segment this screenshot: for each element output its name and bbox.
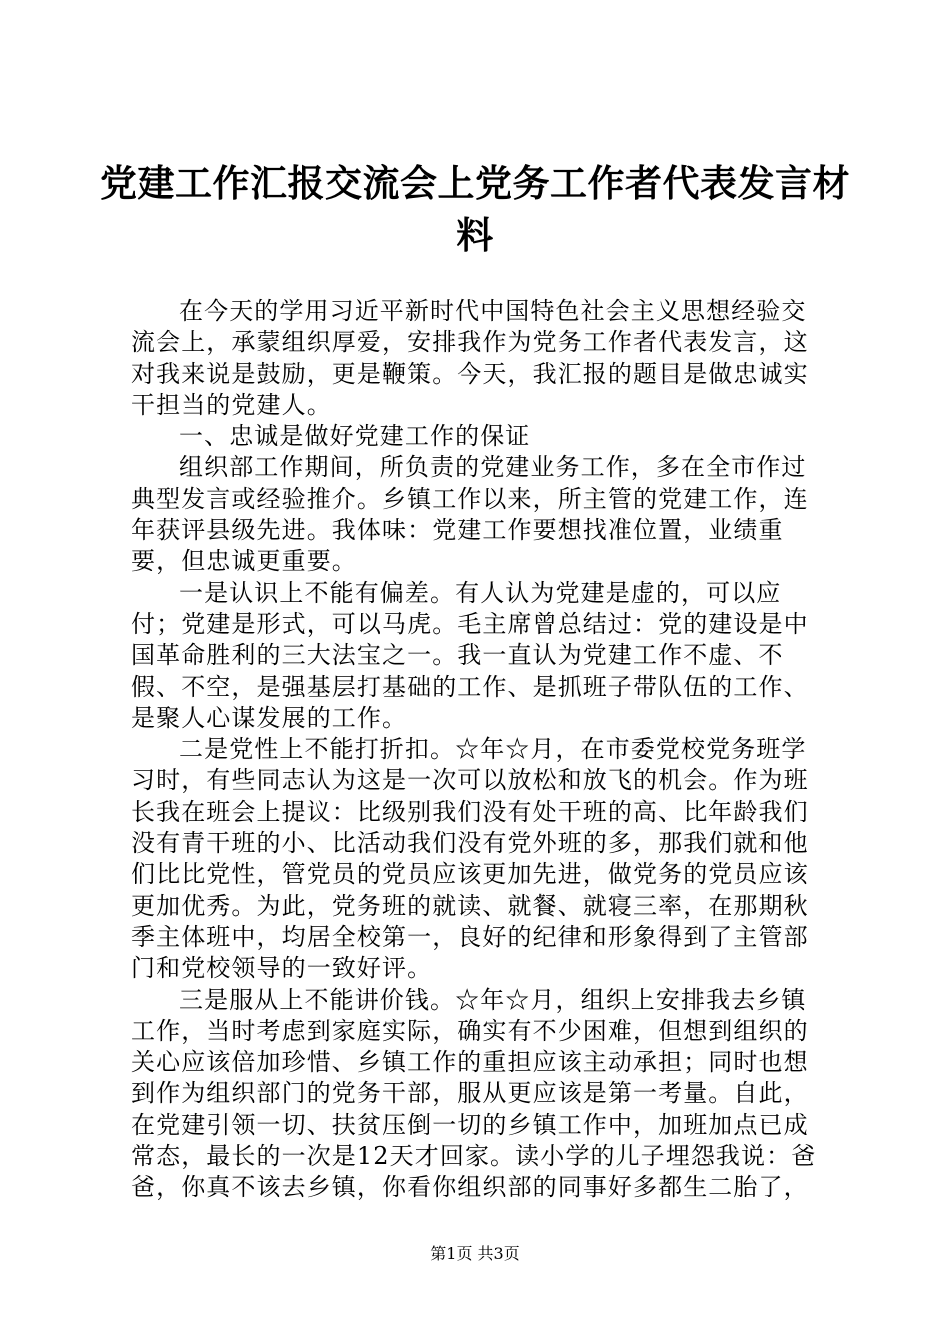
paragraph: 组织部工作期间，所负责的党建业务工作，多在全市作过典型发言或经验推介。乡镇工作以来，所主管的党建工作，连年获评县级先进。我体味：党建工作要想找准位置，业绩重要，但忠诚更重要。 bbox=[131, 453, 809, 576]
paragraph: 二是党性上不能打折扣。☆年☆月，在市委党校党务班学习时，有些同志认为这是一次可以放松和放飞的机会。作为班长我在班会上提议：比级别我们没有处干班的高、比年龄我们没有青干班的小、比活动我们没有党外班的多，那我们就和他们比比党性，管党员的党员应该更加先进，做党务的党员应该更加优秀。为此，党务班的就读、就餐、就寝三率，在那期秋季主体班中，均居全校第一，良好的纪律和形象得到了主管部门和党校领导的一致好评。 bbox=[131, 735, 809, 983]
title-line-1: 党建工作汇报交流会上党务工作者代表发言材 bbox=[100, 162, 850, 205]
paragraph: 三是服从上不能讲价钱。☆年☆月，组织上安排我去乡镇工作，当时考虑到家庭实际，确实有不少困难，但想到组织的关心应该倍加珍惜、乡镇工作的重担应该主动承担；同时也想到作为组织部门的党务干部，服从更应该是第一考量。自此，在党建引领一切、扶贫压倒一切的乡镇工作中，加班加点已成常态，最长的一次是12天才回家。读小学的儿子埋怨我说：爸爸，你真不该去乡镇，你看你组织部的同事好多都生二胎了， bbox=[131, 985, 817, 1202]
title-line-2: 料 bbox=[456, 214, 494, 257]
page-footer: 第1页 共3页 bbox=[430, 1244, 520, 1263]
document-body bbox=[131, 296, 831, 1204]
paragraph: 一是认识上不能有偏差。有人认为党建是虚的，可以应付；党建是形式，可以马虎。毛主席曾总结过：党的建设是中国革命胜利的三大法宝之一。我一直认为党建工作不虚、不假、不空，是强基层打基础的工作、是抓班子带队伍的工作、是聚人心谋发展的工作。 bbox=[131, 578, 809, 732]
document-title bbox=[0, 158, 950, 262]
paragraph-intro: 在今天的学用习近平新时代中国特色社会主义思想经验交流会上，承蒙组织厚爱，安排我作为党务工作者代表发言，这对我来说是鼓励，更是鞭策。今天，我汇报的题目是做忠诚实干担当的党建人。 bbox=[131, 297, 809, 419]
section-heading: 一、忠诚是做好党建工作的保证 bbox=[179, 422, 531, 451]
